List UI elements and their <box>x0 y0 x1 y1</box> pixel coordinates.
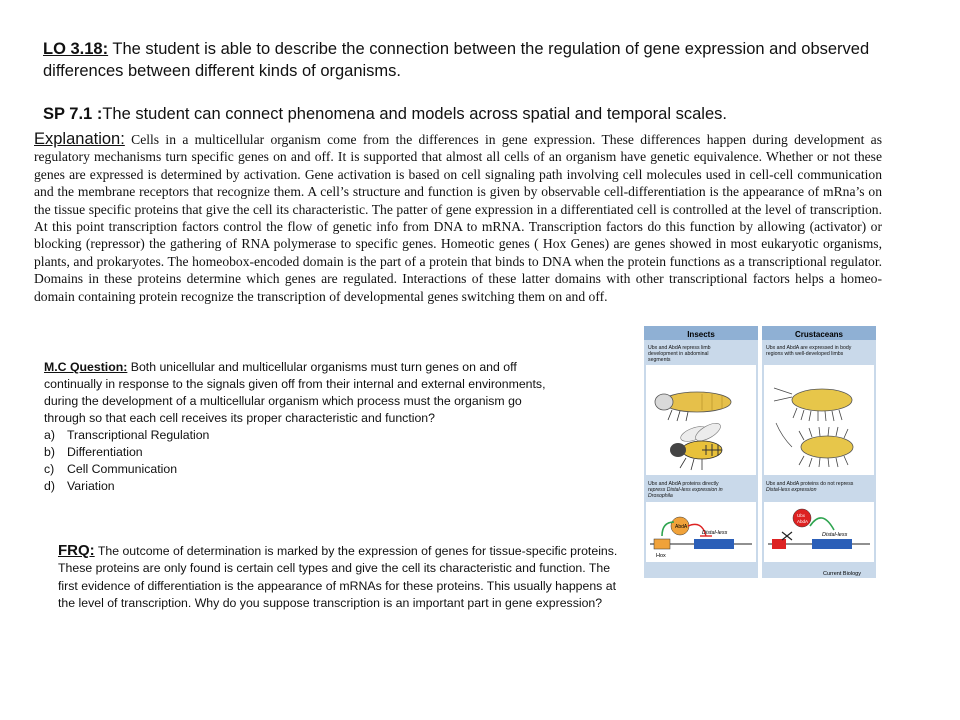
svg-text:Ubx and AbdA proteins do not r: Ubx and AbdA proteins do not repress <box>766 481 854 487</box>
insects-header: Insects <box>687 330 715 339</box>
mc-option: a) Transcriptional Regulation <box>44 428 210 442</box>
svg-text:Ubx and AbdA repress limb: Ubx and AbdA repress limb <box>648 345 711 351</box>
svg-text:Drosophila: Drosophila <box>648 493 673 499</box>
explanation-label: Explanation: <box>34 130 125 148</box>
science-practice <box>43 103 923 125</box>
crustaceans-header: Crustaceans <box>794 330 844 339</box>
mc-question <box>44 359 564 495</box>
svg-text:AbdA: AbdA <box>797 519 809 524</box>
lo-label: LO 3.18: <box>43 40 109 58</box>
svg-text:Ubx and AbdA are expressed in: Ubx and AbdA are expressed in body <box>766 345 852 351</box>
mc-option: b) Differentiation <box>44 445 143 459</box>
explanation-paragraph <box>34 131 882 305</box>
svg-text:Hox: Hox <box>656 553 666 559</box>
svg-text:Distal-less expression: Distal-less expression <box>766 487 817 493</box>
svg-text:repress Distal-less expression: repress Distal-less expression in <box>648 487 723 493</box>
svg-text:Distal-less: Distal-less <box>702 530 728 536</box>
mc-option: c) Cell Communication <box>44 462 178 476</box>
figure-credit: Current Biology <box>823 571 861 577</box>
hox-figure <box>642 322 878 582</box>
sp-label: SP 7.1 : <box>43 105 103 123</box>
crustacean-image-area <box>764 365 874 475</box>
figure-svg <box>642 322 878 582</box>
mc-options <box>44 427 564 495</box>
crustacean-gene-diagram <box>764 502 874 562</box>
frq-question <box>58 542 633 613</box>
explanation-text: Cells in a multicellular organism come from the differences in gene expression. These differences happen during development as regulatory mechanisms turn specific genes on and off. It is supported that almost all cells of an organism have genetic equivalence. Whether or not these genes are expressed is determined by activation. Gene activation is based on cell signaling path involving cell molecules used in cell-cell communication and the membrane receptors that recognize them. A cell’s structure and function is given by observable cell-differentiation is the appearance of mRna’s on the tissue specific proteins that give the cell its characteristic. The patter of gene expression in a differentiated cell is controlled at the level of transcription. At this point transcription factors control the flow of genetic info from DNA to mRNA. Transcription factors do this function by allowing (activator) or blocking (repressor) the gathering of RNA polymerase to specific genes. Homeotic genes ( Hox Genes) are genes showed in most eukaryotic organisms, plants, and prokaryotes. The homeobox-encoded domain is the part of a protein that binds to DNA when the protein functions as a transcriptional regulator. Domains in these proteins determine which genes are regulated. Interactions of these latter domains with other transcriptional factors helps a homeo-domain containing protein recognize the transcription of developmental genes switching them on and off. <box>34 132 882 304</box>
frq-label: FRQ: <box>58 542 95 559</box>
frq-text: The outcome of determination is marked by the expression of genes for tissue-specific proteins. These proteins are only found is certain cell types and give the cell its characteristic and function. The first evidence of differentiation is the appearance of mRNAs for these proteins. This usually happens at the level of transcription. Why do you suppose transcription is an important part in gene expression? <box>58 544 618 611</box>
mc-label: M.C Question: <box>44 360 128 374</box>
svg-text:Ubx and AbdA proteins directly: Ubx and AbdA proteins directly <box>648 481 719 487</box>
lo-text: The student is able to describe the connection between the regulation of gene expression and observed differences between different kinds of organisms. <box>43 40 870 80</box>
mc-text: Both unicellular and multicellular organisms must turn genes on and off continually in response to the signals given off from their internal and external environments, during the development of a multicellular organism which process must the organism go through so that each cell receives its proper characteristic and function? <box>44 360 546 425</box>
sp-text: The student can connect phenomena and models across spatial and temporal scales. <box>102 105 727 123</box>
svg-text:Ubx: Ubx <box>797 513 806 518</box>
learning-objective <box>43 38 923 82</box>
svg-text:Distal-less: Distal-less <box>822 532 848 538</box>
mc-option: d) Variation <box>44 479 115 493</box>
svg-text:regions with well-developed li: regions with well-developed limbs <box>766 351 844 357</box>
svg-text:segments: segments <box>648 357 671 363</box>
svg-text:development in abdominal: development in abdominal <box>648 351 709 357</box>
svg-text:AbdA: AbdA <box>675 524 688 530</box>
